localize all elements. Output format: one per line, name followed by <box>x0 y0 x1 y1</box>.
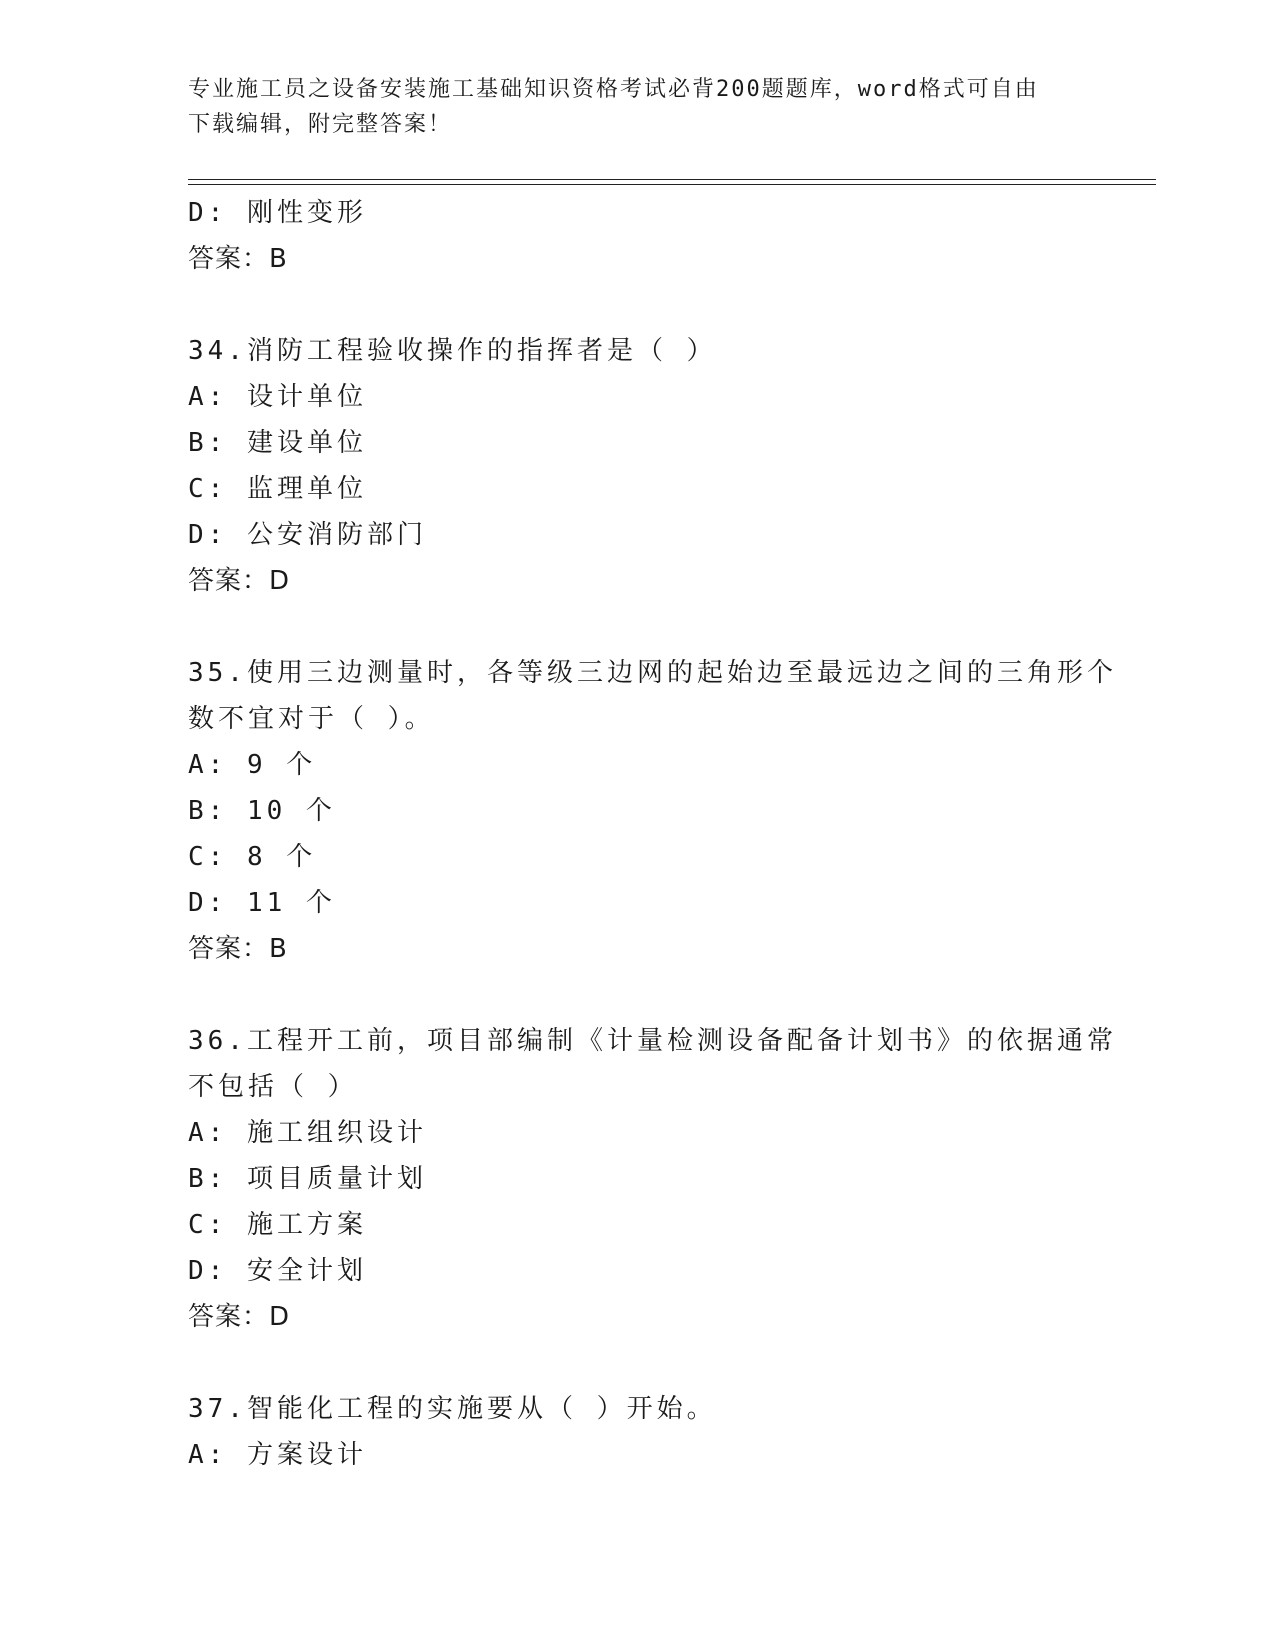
spacer <box>188 972 1088 1018</box>
question-34 <box>188 328 1088 604</box>
spacer <box>188 1340 1088 1386</box>
question-37 <box>188 1386 1088 1478</box>
option-a: A: 9 个 <box>188 750 317 780</box>
spacer <box>188 282 1088 328</box>
option-d: D: 刚性变形 <box>188 198 367 228</box>
question-stem-line-1: 36.工程开工前，项目部编制《计量检测设备配备计划书》的依据通常 <box>188 1026 1117 1056</box>
header-line-1: 专业施工员之设备安装施工基础知识资格考试必背200题题库，word格式可自由 <box>188 77 1039 102</box>
question-33-tail <box>188 190 1088 282</box>
option-c: C: 8 个 <box>188 842 317 872</box>
option-a: A: 设计单位 <box>188 382 367 412</box>
header-rule-top <box>188 179 1156 180</box>
option-d: D: 11 个 <box>188 888 336 918</box>
option-c: C: 监理单位 <box>188 474 367 504</box>
header-rule-bottom <box>188 184 1156 185</box>
option-b: B: 10 个 <box>188 796 336 826</box>
question-stem-line-2: 不包括（ ） <box>188 1072 358 1102</box>
option-c: C: 施工方案 <box>188 1210 367 1240</box>
option-b: B: 项目质量计划 <box>188 1164 427 1194</box>
question-stem-line-1: 35.使用三边测量时，各等级三边网的起始边至最远边之间的三角形个 <box>188 658 1117 688</box>
answer: 答案：D <box>188 1302 291 1332</box>
document-header <box>188 72 1088 142</box>
question-stem: 34.消防工程验收操作的指挥者是（ ） <box>188 336 717 366</box>
question-stem: 37.智能化工程的实施要从（ ）开始。 <box>188 1394 717 1424</box>
option-b: B: 建设单位 <box>188 428 367 458</box>
question-35 <box>188 650 1117 972</box>
answer: 答案：B <box>188 934 288 964</box>
answer: 答案：B <box>188 244 288 274</box>
option-a: A: 施工组织设计 <box>188 1118 427 1148</box>
question-list <box>188 190 1117 1478</box>
option-a: A: 方案设计 <box>188 1440 367 1470</box>
option-d: D: 安全计划 <box>188 1256 367 1286</box>
answer: 答案：D <box>188 566 291 596</box>
question-stem-line-2: 数不宜对于（ ）。 <box>188 704 435 734</box>
question-36 <box>188 1018 1117 1340</box>
header-line-2: 下载编辑，附完整答案！ <box>188 112 453 137</box>
spacer <box>188 604 1088 650</box>
option-d: D: 公安消防部门 <box>188 520 427 550</box>
